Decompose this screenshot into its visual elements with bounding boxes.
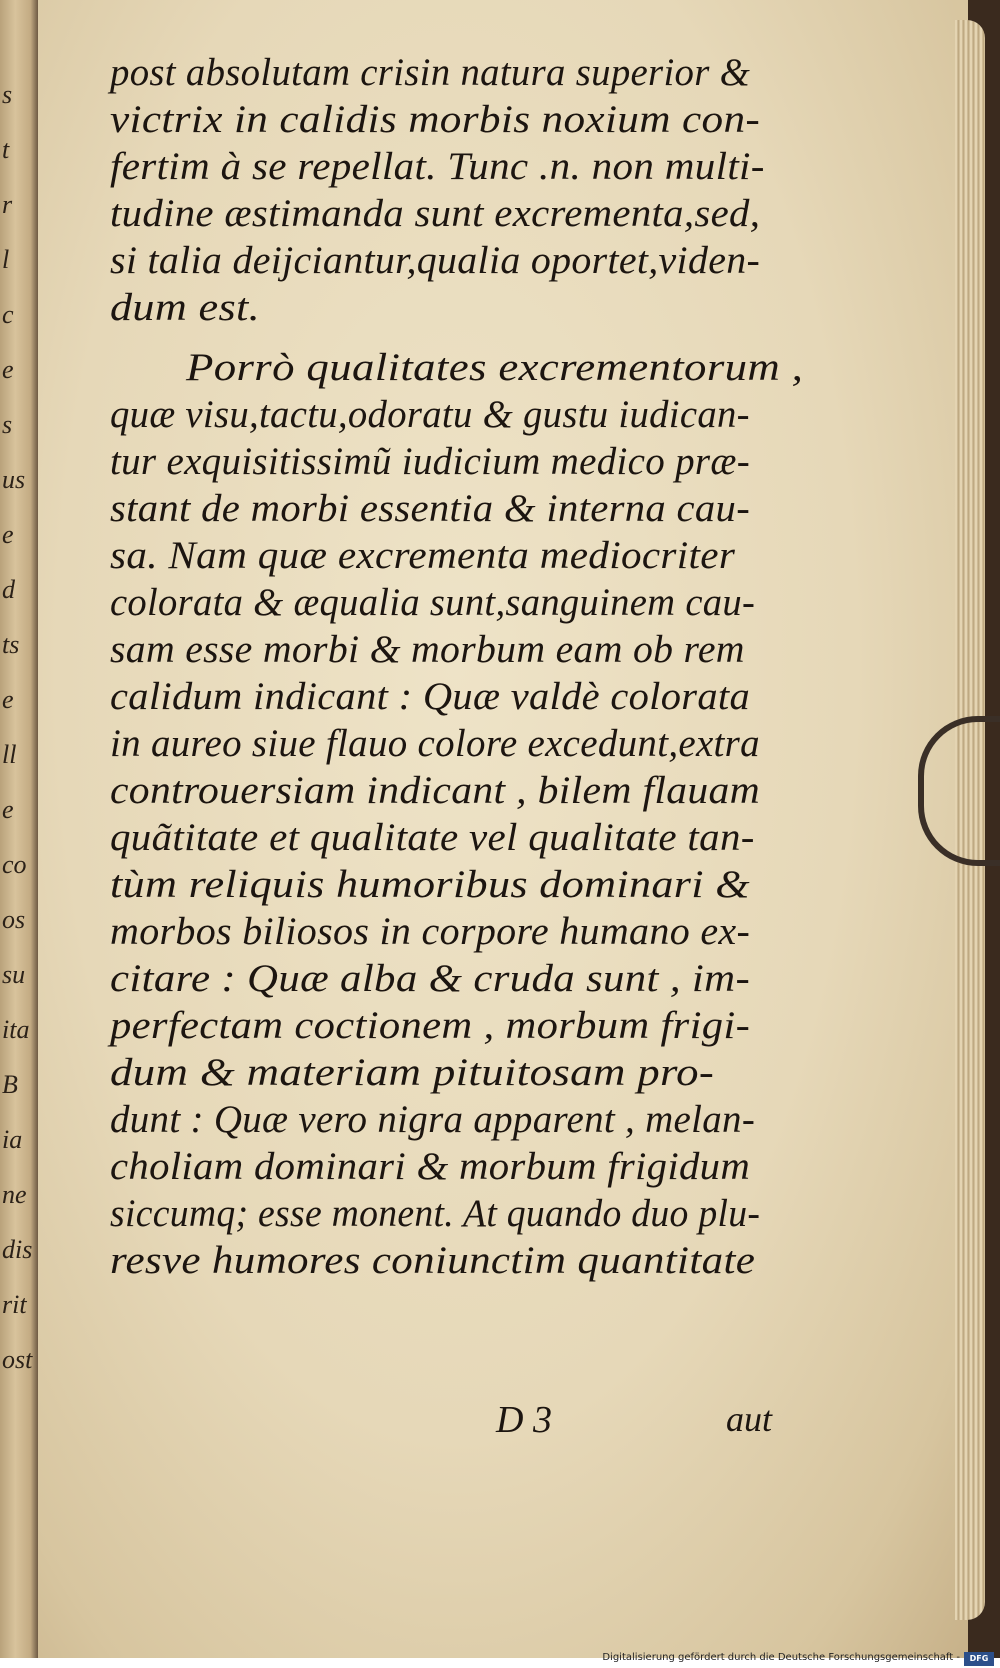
text-line: post absolutam crisin natura superior & <box>110 51 751 94</box>
adjacent-page-fragment: ts <box>2 630 20 659</box>
adjacent-page-fragment: t <box>2 135 10 164</box>
text-line: colorata & æqualia sunt,sanguinem cau- <box>110 581 756 624</box>
adjacent-page-fragment: d <box>2 575 15 604</box>
text-line: dum est. <box>110 286 260 329</box>
catchword: aut <box>726 1399 773 1439</box>
text-line: controuersiam indicant , bilem flauam <box>110 769 761 812</box>
text-line: morbos biliosos in corpore humano ex- <box>110 910 751 953</box>
text-line: dunt : Quæ vero nigra apparent , melan- <box>110 1098 756 1141</box>
adjacent-page-fragment: ita <box>2 1015 30 1044</box>
adjacent-page-fragment: rit <box>2 1290 27 1319</box>
adjacent-page-fragment: e <box>2 520 14 549</box>
text-line: quæ visu,tactu,odoratu & gustu iudican- <box>110 393 750 436</box>
text-line: citare : Quæ alba & cruda sunt , im- <box>110 957 751 1000</box>
text-line: resve humores coniunctim quantitate <box>110 1239 756 1282</box>
adjacent-page-fragment: e <box>2 795 14 824</box>
funding-credit: Digitalisierung gefördert durch die Deutsche Forschungsgemeinschaft - <box>602 1652 960 1663</box>
bookmark-clip <box>918 716 1000 866</box>
adjacent-page-fragment: s <box>2 80 13 109</box>
text-line: perfectam coctionem , morbum frigi- <box>110 1004 751 1047</box>
book-page <box>38 0 968 1658</box>
text-line: sam esse morbi & morbum eam ob rem <box>110 628 745 671</box>
adjacent-page-fragment: us <box>2 465 26 494</box>
adjacent-page-fragment: ll <box>2 740 17 769</box>
text-line: sa. Nam quæ excrementa mediocriter <box>110 534 736 577</box>
adjacent-page-fragment: ost <box>2 1345 33 1374</box>
adjacent-page-fragment: ne <box>2 1180 27 1209</box>
adjacent-page-fragment: e <box>2 355 14 384</box>
adjacent-page-fragment: B <box>2 1070 18 1099</box>
text-line: Porrò qualitates excrementorum , <box>186 346 804 389</box>
signature-mark: D 3 <box>496 1399 552 1441</box>
text-line: dum & materiam pituitosam pro- <box>110 1051 715 1094</box>
dfg-logo: DFG <box>964 1652 994 1666</box>
text-line: tudine æstimanda sunt excrementa,sed, <box>110 192 761 235</box>
adjacent-page-fragment: s <box>2 410 13 439</box>
text-line: siccumq; esse monent. At quando duo plu- <box>110 1192 761 1235</box>
adjacent-page-fragment: su <box>2 960 26 989</box>
adjacent-page-fragment: co <box>2 850 27 879</box>
adjacent-page-fragment: dis <box>2 1235 33 1264</box>
text-line: fertim à se repellat. Tunc .n. non multi- <box>110 145 765 188</box>
adjacent-page-fragment: os <box>2 905 26 934</box>
adjacent-page-fragment: l <box>2 245 10 274</box>
text-line: victrix in calidis morbis noxium con- <box>110 98 761 141</box>
adjacent-page-fragment: ia <box>2 1125 23 1154</box>
adjacent-page-fragment: r <box>2 190 13 219</box>
text-line: choliam dominari & morbum frigidum <box>110 1145 751 1188</box>
text-line: in aureo siue flauo colore excedunt,extra <box>110 722 760 765</box>
text-line: tùm reliquis humoribus dominari & <box>110 863 750 906</box>
text-line: tur exquisitissimũ iudicium medico præ- <box>110 440 750 483</box>
text-line: si talia deijciantur,qualia oportet,viden- <box>110 239 761 282</box>
adjacent-page-fragment: e <box>2 685 14 714</box>
text-line: calidum indicant : Quæ valdè colorata <box>110 675 751 718</box>
text-line: quãtitate et qualitate vel qualitate tan- <box>110 816 755 859</box>
adjacent-page-fragment: c <box>2 300 14 329</box>
text-line: stant de morbi essentia & interna cau- <box>110 487 751 530</box>
adjacent-page-strip <box>0 0 38 1658</box>
